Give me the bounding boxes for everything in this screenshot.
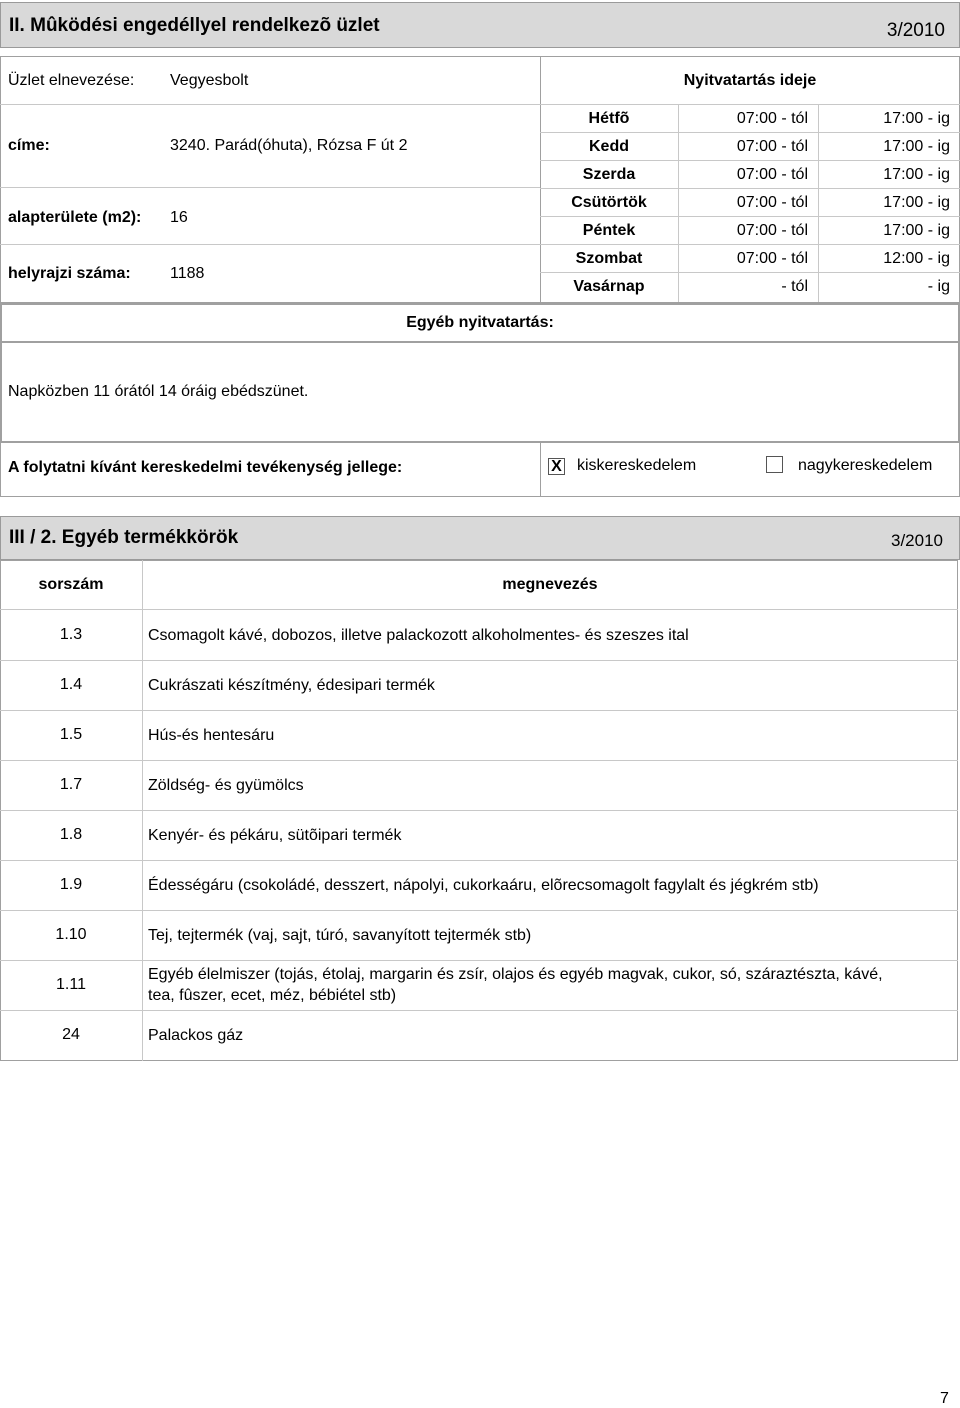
shop-name-value: Vegyesbolt bbox=[170, 72, 249, 89]
hours-day: Hétfõ bbox=[588, 110, 630, 127]
shop-info-block bbox=[0, 56, 960, 303]
hours-to: 17:00 - ig bbox=[883, 194, 950, 211]
hours-from: 07:00 - tól bbox=[736, 194, 808, 211]
row-number: 1.5 bbox=[59, 726, 83, 743]
other-hours-text: Napközben 11 órától 14 óráig ebédszünet. bbox=[8, 383, 309, 400]
row-number: 1.7 bbox=[59, 776, 83, 793]
section3-code: 3/2010 bbox=[891, 531, 943, 550]
row-name: Csomagolt kávé, dobozos, illetve palackozott alkoholmentes- és szeszes ital bbox=[148, 626, 689, 644]
hours-day: Vasárnap bbox=[573, 278, 645, 295]
row-name: Cukrászati készítmény, édesipari termék bbox=[148, 676, 435, 694]
row-number: 24 bbox=[62, 1026, 80, 1043]
hours-day: Péntek bbox=[582, 222, 636, 239]
row-number: 1.10 bbox=[55, 926, 87, 943]
col-name-header: megnevezés bbox=[502, 576, 598, 593]
row-name: Hús-és hentesáru bbox=[148, 726, 275, 744]
hours-from: - tól bbox=[781, 278, 808, 295]
row-number: 1.8 bbox=[59, 826, 83, 843]
row-number: 1.4 bbox=[59, 676, 83, 693]
shop-name-label: Üzlet elnevezése: bbox=[8, 72, 135, 89]
section-header bbox=[0, 2, 960, 48]
retail-checkbox[interactable]: X bbox=[548, 458, 565, 475]
activity-label: A folytatni kívánt kereskedelmi tevékenység jellege: bbox=[8, 459, 403, 476]
table-row bbox=[0, 1010, 958, 1060]
other-hours-label: Egyéb nyitvatartás: bbox=[406, 314, 554, 331]
hours-day: Kedd bbox=[589, 138, 629, 155]
area-label: alapterülete (m2): bbox=[8, 209, 142, 226]
table-row bbox=[0, 610, 958, 660]
table-row bbox=[0, 760, 958, 810]
row-number: 1.9 bbox=[59, 876, 83, 893]
hours-from: 07:00 - tól bbox=[736, 250, 808, 267]
row-name: Zöldség- és gyümölcs bbox=[148, 776, 304, 794]
table-row bbox=[0, 860, 958, 910]
hours-day: Szombat bbox=[575, 250, 643, 267]
hours-day: Csütörtök bbox=[571, 194, 647, 211]
section-code: 3/2010 bbox=[886, 20, 945, 41]
table-row bbox=[0, 710, 958, 760]
table-row bbox=[0, 660, 958, 710]
table-row bbox=[0, 810, 958, 860]
address-value: 3240. Parád(óhuta), Rózsa F út 2 bbox=[170, 137, 408, 154]
page-number: 7 bbox=[940, 1390, 949, 1407]
wholesale-checkbox[interactable] bbox=[766, 456, 783, 473]
table-row bbox=[0, 910, 958, 960]
hours-from: 07:00 - tól bbox=[736, 138, 808, 155]
row-name: Kenyér- és pékáru, sütõipari termék bbox=[148, 826, 402, 844]
plot-label: helyrajzi száma: bbox=[8, 265, 131, 282]
hours-from: 07:00 - tól bbox=[736, 222, 808, 239]
hours-to: 17:00 - ig bbox=[883, 222, 950, 239]
row-name: Tej, tejtermék (vaj, sajt, túró, savanyított tejtermék stb) bbox=[148, 926, 532, 944]
row-number: 1.3 bbox=[59, 626, 83, 643]
section3-header bbox=[0, 516, 960, 560]
table-row bbox=[0, 960, 958, 1010]
wholesale-label: nagykereskedelem bbox=[798, 457, 933, 474]
row-name: Palackos gáz bbox=[148, 1026, 244, 1044]
row-name: Egyéb élelmiszer (tojás, étolaj, margarin és zsír, olajos és egyéb magvak, cukor, só, száraztészta, kávé, tea, fûszer, ecet, méz, bébiétel stb) bbox=[148, 966, 883, 1004]
section3-title: III / 2. Egyéb termékkörök bbox=[9, 527, 239, 548]
hours-from: 07:00 - tól bbox=[736, 110, 808, 127]
plot-value: 1188 bbox=[170, 265, 205, 282]
hours-to: 17:00 - ig bbox=[883, 138, 950, 155]
row-name: Édességáru (csokoládé, desszert, nápolyi, cukorkaáru, elõrecsomagolt fagylalt és jégkrém stb) bbox=[148, 876, 819, 894]
hours-to: 12:00 - ig bbox=[883, 250, 950, 267]
area-value: 16 bbox=[170, 209, 188, 226]
retail-label: kiskereskedelem bbox=[577, 457, 697, 474]
hours-to: 17:00 - ig bbox=[883, 110, 950, 127]
hours-to: - ig bbox=[927, 278, 950, 295]
hours-from: 07:00 - tól bbox=[736, 166, 808, 183]
hours-title: Nyitvatartás ideje bbox=[683, 72, 817, 89]
section-title: II. Mûködési engedéllyel rendelkezõ üzlet bbox=[9, 15, 380, 36]
hours-to: 17:00 - ig bbox=[883, 166, 950, 183]
row-number: 1.11 bbox=[56, 976, 86, 993]
hours-day: Szerda bbox=[582, 166, 636, 183]
address-label: címe: bbox=[8, 137, 50, 154]
col-number-header: sorszám bbox=[38, 576, 104, 593]
